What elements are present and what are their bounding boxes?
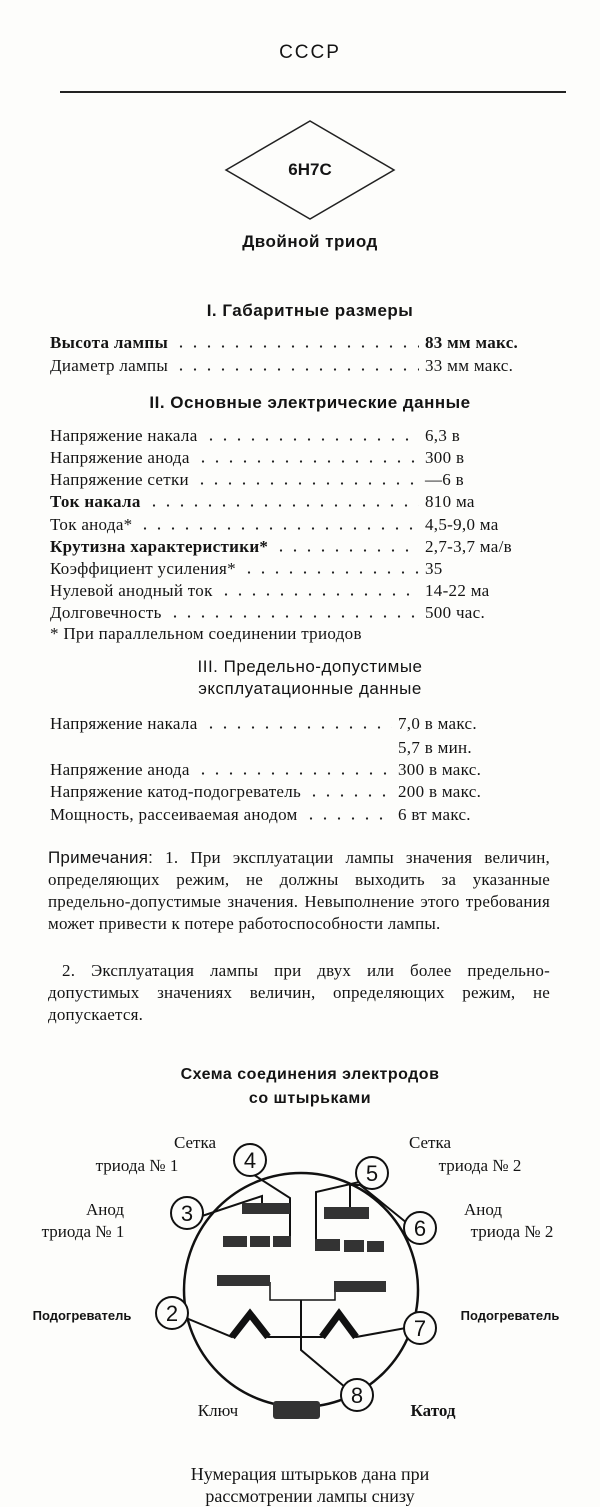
dot-leader (195, 482, 419, 485)
note-1-text: 1. При эксплуатации лампы значения величин, определяющих режим, не должны выходить за указанные предельно-допустимые значения. Невыполнение этого требования может привести к потере работоспособности лампы. (48, 848, 551, 933)
pin-4-label: 4 (243, 1148, 257, 1173)
spec-row (50, 425, 590, 447)
spec-value: 35 (425, 559, 443, 578)
anode2-label-line1: Анод (463, 1200, 503, 1219)
spec-row (50, 602, 590, 624)
diagram-caption-line1: Нумерация штырьков дана при (190, 1464, 430, 1484)
pin-2-label: 2 (165, 1301, 179, 1326)
spec-row (50, 558, 590, 580)
dot-leader (307, 794, 392, 797)
note-1 (48, 847, 550, 935)
section2-title: II. Основные электрические данные (149, 393, 471, 412)
spec-label: Мощность, рассеиваемая анодом (50, 805, 298, 824)
country-header: СССР (279, 42, 341, 63)
spec-row (50, 355, 590, 377)
pin-6-label: 6 (413, 1216, 427, 1241)
tube-type: 6Н7С (288, 160, 332, 179)
grid1-label-line2: триода № 1 (95, 1156, 179, 1175)
spec-value: 300 в (425, 448, 465, 467)
spec-value: 14-22 ма (425, 581, 490, 600)
dot-leader (196, 460, 419, 463)
dot-leader (219, 593, 419, 596)
spec-value: 200 в макс. (398, 782, 482, 801)
spec-value: 33 мм макс. (425, 356, 514, 375)
pin-5-label: 5 (365, 1161, 379, 1186)
spec-label: Ток анода* (50, 515, 133, 534)
spec-value: 83 мм макс. (425, 333, 519, 352)
spec-row (50, 713, 590, 735)
dot-leader (196, 772, 392, 775)
spec-label: Напряжение катод-подогреватель (50, 782, 302, 801)
anode1-label-line1: Анод (85, 1200, 125, 1219)
spec-value: 810 ма (425, 492, 475, 511)
pin-8-label: 8 (350, 1383, 364, 1408)
spec-label: Ток накала (50, 492, 141, 511)
grid2-label-line2: триода № 2 (438, 1156, 522, 1175)
spec-value: 500 час. (425, 603, 486, 622)
spec-row (50, 781, 590, 803)
spec-row (50, 514, 590, 536)
spec-row (50, 469, 590, 491)
spec-value: —6 в (425, 470, 464, 489)
spec-row (50, 491, 590, 513)
pin-3-label: 3 (180, 1201, 194, 1226)
dot-leader (242, 571, 419, 574)
spec-value: 2,7-3,7 ма/в (425, 537, 512, 556)
spec-value: 5,7 в мин. (398, 738, 472, 757)
spec-value: 6,3 в (425, 426, 461, 445)
heater-left-label: Подогреватель (32, 1308, 132, 1323)
anode2-label-line2: триода № 2 (470, 1222, 554, 1241)
key-notch (273, 1401, 320, 1419)
spec-value: 4,5-9,0 ма (425, 515, 499, 534)
dot-leader (304, 817, 392, 820)
spec-row (50, 580, 590, 602)
key-label: Ключ (197, 1401, 239, 1420)
spec-label: Долговечность (50, 603, 162, 622)
pin-circles (156, 1144, 436, 1411)
pin-7-label: 7 (413, 1316, 427, 1341)
spec-label: Крутизна характеристики* (50, 537, 269, 556)
spec-label: Напряжение анода (50, 760, 190, 779)
cathode-label: Катод (410, 1401, 456, 1420)
spec-label: Диаметр лампы (50, 356, 169, 375)
dot-leader (204, 726, 392, 729)
section1-title: I. Габаритные размеры (206, 301, 414, 320)
spec-row (50, 536, 590, 558)
spec-row (50, 804, 590, 826)
spec-label: Напряжение анода (50, 448, 190, 467)
heater-right-label: Подогреватель (460, 1308, 560, 1323)
spec-label: Высота лампы (50, 333, 169, 352)
diagram-title-line2: со штырьками (248, 1090, 372, 1107)
spec-label: Напряжение накала (50, 426, 198, 445)
dot-leader (174, 345, 419, 348)
spec-row (50, 447, 590, 469)
section3-title-line1: III. Предельно-допустимые (197, 657, 423, 676)
note-2 (48, 960, 550, 1026)
grid2-label-line1: Сетка (408, 1133, 452, 1152)
dot-leader (138, 527, 419, 530)
tube-description: Двойной триод (242, 232, 378, 251)
header-divider (60, 91, 566, 93)
grid1-label-line1: Сетка (173, 1133, 217, 1152)
spec-label: Коэффициент усиления* (50, 559, 236, 578)
spec-label: Напряжение накала (50, 714, 198, 733)
spec-value: 300 в макс. (398, 760, 482, 779)
dot-leader (147, 504, 419, 507)
spec-label: Напряжение сетки (50, 470, 189, 489)
diagram-caption-line2: рассмотрении лампы снизу (205, 1486, 415, 1506)
section3-title-line2: эксплуатационные данные (198, 679, 422, 698)
dot-leader (174, 368, 419, 371)
note-2-text: 2. Эксплуатация лампы при двух или более предельно-допустимых значениях величин, определяющих режим, не допускается. (48, 961, 550, 1024)
spec-value: 7,0 в макс. (398, 714, 477, 733)
spec-row-continuation (50, 737, 590, 759)
dot-leader (168, 615, 419, 618)
spec-row (50, 759, 590, 781)
dot-leader (274, 549, 419, 552)
spec-value: 6 вт макс. (398, 805, 471, 824)
dot-leader (204, 438, 419, 441)
spec-label: Нулевой анодный ток (50, 581, 213, 600)
notes-heading: Примечания: (48, 848, 154, 867)
footnote-text: * При параллельном соединении триодов (50, 624, 362, 643)
anode1-label-line2: триода № 1 (41, 1222, 125, 1241)
spec-row (50, 332, 590, 354)
footnote (50, 623, 590, 645)
diagram-title-line1: Схема соединения электродов (180, 1066, 440, 1083)
